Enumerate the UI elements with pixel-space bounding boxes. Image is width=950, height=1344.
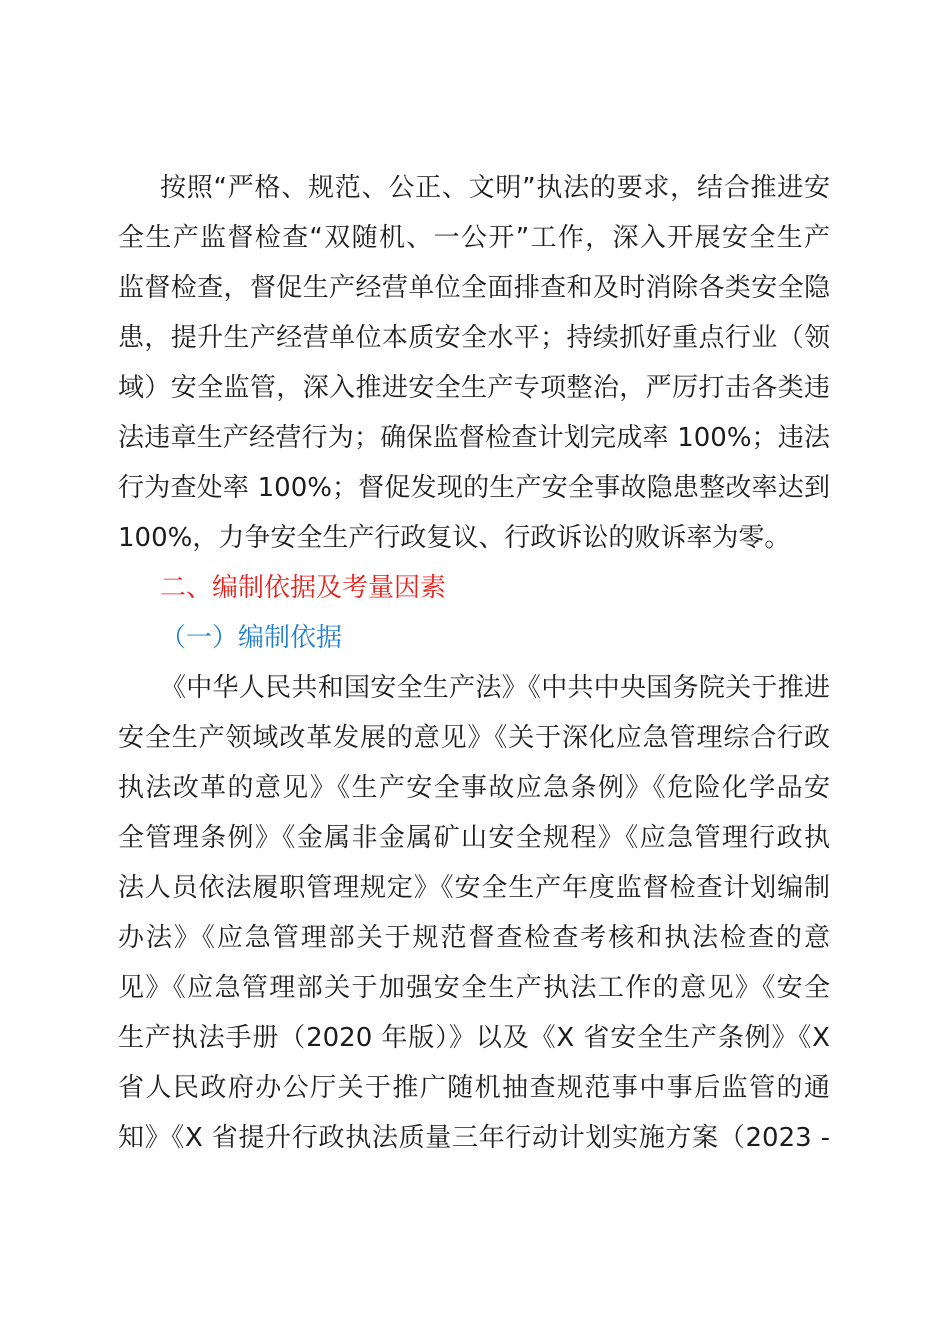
text-line: 患，提升生产经营单位本质安全水平；持续抓好重点行业（领 [118,323,830,353]
text-line: 监督检查，督促生产经营单位全面排查和及时消除各类安全隐 [118,273,830,303]
text-line: 执法改革的意见》《生产安全事故应急条例》《危险化学品安 [118,773,830,803]
text-line: 办法》《应急管理部关于规范督查检查考核和执法检查的意 [118,923,830,953]
text-line: 按照“严格、规范、公正、文明”执法的要求，结合推进安 [160,173,830,203]
text-line: 域）安全监管，深入推进安全生产专项整治，严厉打击各类违 [118,373,830,403]
paragraph-basis [118,663,830,1163]
text-line: 知》《X 省提升行政执法质量三年行动计划实施方案（2023 - [118,1123,830,1153]
document-body [118,163,830,1163]
text-line: 全生产监督检查“双随机、一公开”工作，深入开展安全生产 [118,223,830,253]
text-line: 100%，力争安全生产行政复议、行政诉讼的败诉率为零。 [118,523,791,553]
text-line: 见》《应急管理部关于加强安全生产执法工作的意见》《安全 [118,973,830,1003]
subsection-heading: （一）编制依据 [160,623,343,653]
text-line: 法人员依法履职管理规定》《安全生产年度监督检查计划编制 [118,873,830,903]
text-line: 省人民政府办公厅关于推广随机抽查规范事中事后监管的通 [118,1073,830,1103]
text-line: 《中华人民共和国安全生产法》《中共中央国务院关于推进 [160,673,830,703]
text-line: 生产执法手册（2020 年版）》以及《X 省安全生产条例》《X [118,1023,830,1053]
paragraph-goals [118,163,830,563]
text-line: 法违章生产经营行为；确保监督检查计划完成率 100%；违法 [118,423,830,453]
text-line: 行为查处率 100%；督促发现的生产安全事故隐患整改率达到 [118,473,830,503]
text-line: 全管理条例》《金属非金属矿山安全规程》《应急管理行政执 [118,823,830,853]
text-line: 安全生产领域改革发展的意见》《关于深化应急管理综合行政 [118,723,830,753]
section-heading: 二、编制依据及考量因素 [160,573,447,603]
